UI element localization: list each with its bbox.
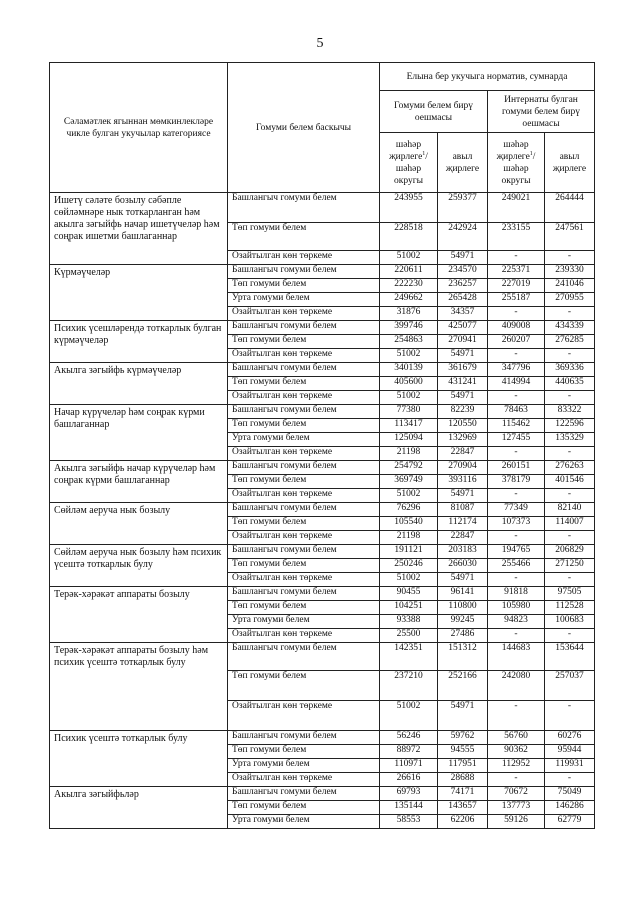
value-cell: 234570 xyxy=(438,265,488,279)
level-cell: Озайтылган көн төркеме xyxy=(228,701,380,731)
value-cell: 122596 xyxy=(545,419,595,433)
header-rural-2: авыл җирлеге xyxy=(545,133,595,193)
value-cell: 125094 xyxy=(380,433,438,447)
level-cell: Озайтылган көн төркеме xyxy=(228,629,380,643)
value-cell: 233155 xyxy=(488,223,545,251)
value-cell: 69793 xyxy=(380,787,438,801)
level-cell: Төп гомуми белем xyxy=(228,377,380,391)
value-cell: 270941 xyxy=(438,335,488,349)
value-cell: 82239 xyxy=(438,405,488,419)
value-cell: 270955 xyxy=(545,293,595,307)
level-cell: Төп гомуми белем xyxy=(228,559,380,573)
value-cell: 132969 xyxy=(438,433,488,447)
value-cell: 249662 xyxy=(380,293,438,307)
value-cell: 228518 xyxy=(380,223,438,251)
value-cell: 113417 xyxy=(380,419,438,433)
value-cell: 59126 xyxy=(488,815,545,829)
value-cell: 119931 xyxy=(545,759,595,773)
value-cell: 222230 xyxy=(380,279,438,293)
value-cell: 77380 xyxy=(380,405,438,419)
value-cell: 236257 xyxy=(438,279,488,293)
value-cell: 203183 xyxy=(438,545,488,559)
value-cell: 25500 xyxy=(380,629,438,643)
value-cell: - xyxy=(545,307,595,321)
value-cell: - xyxy=(545,391,595,405)
value-cell: 78463 xyxy=(488,405,545,419)
value-cell: 120550 xyxy=(438,419,488,433)
category-cell: Терәк-хәрәкәт аппараты бозылу xyxy=(50,587,228,643)
value-cell: 378179 xyxy=(488,475,545,489)
value-cell: 70672 xyxy=(488,787,545,801)
value-cell: 151312 xyxy=(438,643,488,671)
value-cell: 135329 xyxy=(545,433,595,447)
value-cell: 95944 xyxy=(545,745,595,759)
value-cell: 249021 xyxy=(488,193,545,223)
value-cell: 112174 xyxy=(438,517,488,531)
value-cell: - xyxy=(488,447,545,461)
value-cell: 105980 xyxy=(488,601,545,615)
value-cell: 54971 xyxy=(438,701,488,731)
level-cell: Озайтылган көн төркеме xyxy=(228,773,380,787)
value-cell: 393116 xyxy=(438,475,488,489)
value-cell: 58553 xyxy=(380,815,438,829)
value-cell: 409008 xyxy=(488,321,545,335)
category-cell: Ишетү сәләте бозылу сәбәпле сөйләмнәре нык тоткарланган һәм акылга зәгыйфь начар ишетүчеләр һәм соңрак ишетми башлаганнар xyxy=(50,193,228,265)
value-cell: 112528 xyxy=(545,601,595,615)
level-cell: Урта гомуми белем xyxy=(228,293,380,307)
value-cell: 431241 xyxy=(438,377,488,391)
level-cell: Урта гомуми белем xyxy=(228,615,380,629)
level-cell: Озайтылган көн төркеме xyxy=(228,489,380,503)
value-cell: 255187 xyxy=(488,293,545,307)
value-cell: 82140 xyxy=(545,503,595,517)
category-cell: Сөйләм аеруча нык бозылу һәм психик үсештә тоткарлык булу xyxy=(50,545,228,587)
level-cell: Башлангыч гомуми белем xyxy=(228,405,380,419)
level-cell: Озайтылган көн төркеме xyxy=(228,447,380,461)
level-cell: Урта гомуми белем xyxy=(228,815,380,829)
value-cell: 28688 xyxy=(438,773,488,787)
value-cell: - xyxy=(488,629,545,643)
value-cell: 220611 xyxy=(380,265,438,279)
value-cell: - xyxy=(488,701,545,731)
header-general-org: Гомуми белем бирү оешмасы xyxy=(380,91,488,133)
value-cell: 191121 xyxy=(380,545,438,559)
value-cell: 399746 xyxy=(380,321,438,335)
value-cell: 107373 xyxy=(488,517,545,531)
header-urban-a: шәһәр җирлеге xyxy=(389,139,423,162)
value-cell: 56246 xyxy=(380,731,438,745)
value-cell: 21198 xyxy=(380,531,438,545)
level-cell: Башлангыч гомуми белем xyxy=(228,321,380,335)
category-cell: Акылга зәгыйфьләр xyxy=(50,787,228,829)
value-cell: 51002 xyxy=(380,489,438,503)
value-cell: 100683 xyxy=(545,615,595,629)
level-cell: Башлангыч гомуми белем xyxy=(228,265,380,279)
value-cell: 93388 xyxy=(380,615,438,629)
value-cell: 347796 xyxy=(488,363,545,377)
value-cell: - xyxy=(545,489,595,503)
value-cell: 104251 xyxy=(380,601,438,615)
value-cell: 369336 xyxy=(545,363,595,377)
level-cell: Башлангыч гомуми белем xyxy=(228,643,380,671)
level-cell: Башлангыч гомуми белем xyxy=(228,731,380,745)
value-cell: - xyxy=(545,773,595,787)
value-cell: 242924 xyxy=(438,223,488,251)
level-cell: Озайтылган көн төркеме xyxy=(228,349,380,363)
value-cell: 401546 xyxy=(545,475,595,489)
header-urban2-a: шәһәр җирлеге xyxy=(496,139,530,162)
level-cell: Озайтылган көн төркеме xyxy=(228,531,380,545)
value-cell: 259377 xyxy=(438,193,488,223)
value-cell: 62779 xyxy=(545,815,595,829)
value-cell: 250246 xyxy=(380,559,438,573)
value-cell: 51002 xyxy=(380,251,438,265)
value-cell: 257037 xyxy=(545,671,595,701)
value-cell: 194765 xyxy=(488,545,545,559)
value-cell: - xyxy=(488,307,545,321)
value-cell: 434339 xyxy=(545,321,595,335)
value-cell: - xyxy=(545,251,595,265)
page-number: 5 xyxy=(316,36,324,51)
value-cell: 137773 xyxy=(488,801,545,815)
level-cell: Төп гомуми белем xyxy=(228,745,380,759)
value-cell: 51002 xyxy=(380,701,438,731)
value-cell: 237210 xyxy=(380,671,438,701)
value-cell: 62206 xyxy=(438,815,488,829)
value-cell: 54971 xyxy=(438,251,488,265)
value-cell: 225371 xyxy=(488,265,545,279)
value-cell: 440635 xyxy=(545,377,595,391)
value-cell: 260207 xyxy=(488,335,545,349)
level-cell: Башлангыч гомуми белем xyxy=(228,461,380,475)
header-level: Гомуми белем баскычы xyxy=(228,63,380,193)
header-urban2-footnote: 1 xyxy=(529,150,533,157)
level-cell: Башлангыч гомуми белем xyxy=(228,193,380,223)
category-cell: Терәк-хәрәкәт аппараты бозылу һәм психик үсештә тоткарлык булу xyxy=(50,643,228,731)
value-cell: - xyxy=(545,447,595,461)
value-cell: 265428 xyxy=(438,293,488,307)
level-cell: Урта гомуми белем xyxy=(228,759,380,773)
value-cell: - xyxy=(488,573,545,587)
value-cell: - xyxy=(488,391,545,405)
value-cell: 54971 xyxy=(438,489,488,503)
value-cell: 239330 xyxy=(545,265,595,279)
header-category: Сәламәтлек ягыннан мөмкинлекләре чикле булган укучылар категориясе xyxy=(50,63,228,193)
header-rural: авыл җирлеге xyxy=(438,133,488,193)
level-cell: Урта гомуми белем xyxy=(228,433,380,447)
value-cell: 127455 xyxy=(488,433,545,447)
value-cell: 254792 xyxy=(380,461,438,475)
value-cell: 247561 xyxy=(545,223,595,251)
value-cell: 34357 xyxy=(438,307,488,321)
header-urban-2 xyxy=(488,133,545,193)
value-cell: 96141 xyxy=(438,587,488,601)
header-boarding-org: Интернаты булган гомуми белем бирү оешмасы xyxy=(488,91,595,133)
value-cell: 117951 xyxy=(438,759,488,773)
value-cell: 112952 xyxy=(488,759,545,773)
value-cell: 144683 xyxy=(488,643,545,671)
level-cell: Башлангыч гомуми белем xyxy=(228,787,380,801)
value-cell: 77349 xyxy=(488,503,545,517)
level-cell: Төп гомуми белем xyxy=(228,671,380,701)
value-cell: 270904 xyxy=(438,461,488,475)
value-cell: - xyxy=(488,531,545,545)
value-cell: 97505 xyxy=(545,587,595,601)
value-cell: 83322 xyxy=(545,405,595,419)
value-cell: 110800 xyxy=(438,601,488,615)
header-urban-footnote: 1 xyxy=(422,150,426,157)
value-cell: 369749 xyxy=(380,475,438,489)
value-cell: 260151 xyxy=(488,461,545,475)
level-cell: Башлангыч гомуми белем xyxy=(228,545,380,559)
value-cell: 26616 xyxy=(380,773,438,787)
value-cell: 340139 xyxy=(380,363,438,377)
level-cell: Төп гомуми белем xyxy=(228,223,380,251)
value-cell: 271250 xyxy=(545,559,595,573)
category-cell: Акылга зәгыйфь начар күрүчеләр һәм соңрак күрми башлаганнар xyxy=(50,461,228,503)
value-cell: - xyxy=(545,349,595,363)
level-cell: Башлангыч гомуми белем xyxy=(228,363,380,377)
level-cell: Озайтылган көн төркеме xyxy=(228,573,380,587)
value-cell: 276263 xyxy=(545,461,595,475)
level-cell: Башлангыч гомуми белем xyxy=(228,587,380,601)
value-cell: 252166 xyxy=(438,671,488,701)
value-cell: 146286 xyxy=(545,801,595,815)
level-cell: Озайтылган көн төркеме xyxy=(228,307,380,321)
value-cell: 27486 xyxy=(438,629,488,643)
header-normative: Елына бер укучыга норматив, сумнарда xyxy=(380,63,595,91)
value-cell: 51002 xyxy=(380,349,438,363)
value-cell: 22847 xyxy=(438,447,488,461)
value-cell: 105540 xyxy=(380,517,438,531)
value-cell: 54971 xyxy=(438,349,488,363)
value-cell: 56760 xyxy=(488,731,545,745)
category-cell: Акылга зәгыйфь күрмәүчеләр xyxy=(50,363,228,405)
value-cell: 21198 xyxy=(380,447,438,461)
value-cell: 31876 xyxy=(380,307,438,321)
value-cell: - xyxy=(488,773,545,787)
value-cell: 405600 xyxy=(380,377,438,391)
value-cell: 59762 xyxy=(438,731,488,745)
category-cell: Сөйләм аеруча нык бозылу xyxy=(50,503,228,545)
level-cell: Төп гомуми белем xyxy=(228,601,380,615)
value-cell: 135144 xyxy=(380,801,438,815)
value-cell: 227019 xyxy=(488,279,545,293)
value-cell: - xyxy=(545,573,595,587)
level-cell: Төп гомуми белем xyxy=(228,335,380,349)
category-cell: Психик үсештә тоткарлык булу xyxy=(50,731,228,787)
value-cell: 206829 xyxy=(545,545,595,559)
category-cell: Психик үсешләрендә тоткарлык булган күрмәүчеләр xyxy=(50,321,228,363)
value-cell: 76296 xyxy=(380,503,438,517)
category-cell: Күрмәүчеләр xyxy=(50,265,228,321)
value-cell: 414994 xyxy=(488,377,545,391)
value-cell: 361679 xyxy=(438,363,488,377)
header-urban2-b: / шәһәр округы xyxy=(501,151,536,186)
value-cell: 276285 xyxy=(545,335,595,349)
header-urban xyxy=(380,133,438,193)
value-cell: 75049 xyxy=(545,787,595,801)
normative-table xyxy=(49,62,595,829)
level-cell: Төп гомуми белем xyxy=(228,419,380,433)
value-cell: 51002 xyxy=(380,573,438,587)
value-cell: - xyxy=(488,489,545,503)
header-urban-b: / шәһәр округы xyxy=(393,151,428,186)
value-cell: 60276 xyxy=(545,731,595,745)
value-cell: - xyxy=(545,531,595,545)
value-cell: 54971 xyxy=(438,573,488,587)
value-cell: 255466 xyxy=(488,559,545,573)
value-cell: 88972 xyxy=(380,745,438,759)
value-cell: 90455 xyxy=(380,587,438,601)
level-cell: Башлангыч гомуми белем xyxy=(228,503,380,517)
value-cell: 74171 xyxy=(438,787,488,801)
value-cell: 110971 xyxy=(380,759,438,773)
value-cell: 54971 xyxy=(438,391,488,405)
value-cell: - xyxy=(545,629,595,643)
value-cell: 51002 xyxy=(380,391,438,405)
value-cell: 114007 xyxy=(545,517,595,531)
value-cell: 264444 xyxy=(545,193,595,223)
value-cell: 425077 xyxy=(438,321,488,335)
value-cell: 241046 xyxy=(545,279,595,293)
value-cell: 266030 xyxy=(438,559,488,573)
value-cell: 243955 xyxy=(380,193,438,223)
value-cell: 91818 xyxy=(488,587,545,601)
value-cell: 242080 xyxy=(488,671,545,701)
level-cell: Озайтылган көн төркеме xyxy=(228,251,380,265)
level-cell: Төп гомуми белем xyxy=(228,517,380,531)
level-cell: Төп гомуми белем xyxy=(228,279,380,293)
value-cell: 153644 xyxy=(545,643,595,671)
value-cell: 81087 xyxy=(438,503,488,517)
category-cell: Начар күрүчеләр һәм соңрак күрми башлаганнар xyxy=(50,405,228,461)
level-cell: Төп гомуми белем xyxy=(228,475,380,489)
level-cell: Төп гомуми белем xyxy=(228,801,380,815)
value-cell: - xyxy=(488,251,545,265)
value-cell: 142351 xyxy=(380,643,438,671)
value-cell: 115462 xyxy=(488,419,545,433)
value-cell: 94823 xyxy=(488,615,545,629)
value-cell: 99245 xyxy=(438,615,488,629)
level-cell: Озайтылган көн төркеме xyxy=(228,391,380,405)
value-cell: - xyxy=(488,349,545,363)
value-cell: 94555 xyxy=(438,745,488,759)
value-cell: - xyxy=(545,701,595,731)
value-cell: 90362 xyxy=(488,745,545,759)
value-cell: 22847 xyxy=(438,531,488,545)
value-cell: 254863 xyxy=(380,335,438,349)
value-cell: 143657 xyxy=(438,801,488,815)
